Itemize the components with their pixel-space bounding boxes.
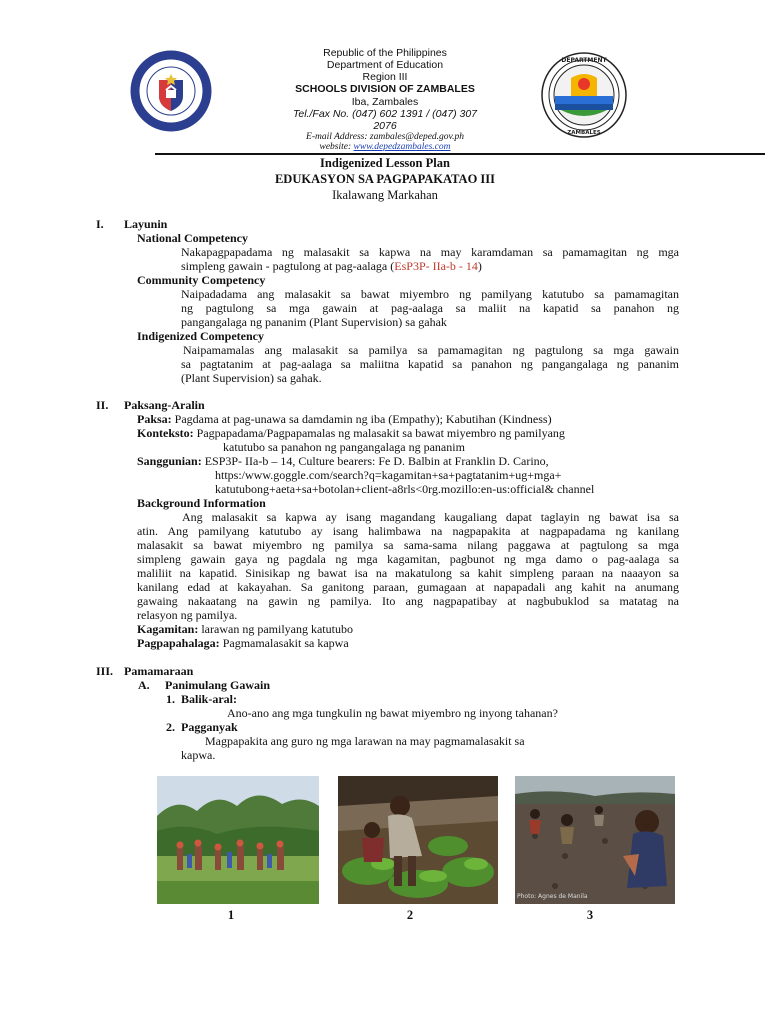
header-website-line: [0, 142, 770, 152]
competency-code: EsP3P- IIa-b - 14: [394, 259, 478, 273]
header-division: SCHOOLS DIVISION OF ZAMBALES: [295, 83, 475, 95]
header-email: E-mail Address: zambales@deped.gov.ph: [306, 132, 464, 142]
indigenized-competency-line3: (Plant Supervision) sa gahak.: [181, 371, 322, 385]
header-city: Iba, Zambales: [351, 96, 419, 108]
sanggunian-url-line2: katutubong+aeta+sa+botolan+client-a8rls<0rg.mozillo:en-us:official& channel: [215, 482, 595, 496]
nc-close: ): [477, 259, 482, 273]
konteksto-label: Konteksto:: [137, 426, 194, 440]
svg-text:DEPARTMENT: DEPARTMENT: [561, 57, 607, 64]
nc-text: simpleng gawain - pagtulong at pag-aalaga (: [181, 259, 395, 273]
paksa-text: Pagdama at pag-unawa sa damdamin ng iba (Empathy); Kabutihan (Kindness): [171, 412, 552, 426]
sanggunian-url-line1: https:/www.goggle.com/search?q=kagamitan+sa+pagtatanim+ug+mga+: [215, 468, 562, 482]
background-line2: atin. Ang pamilyang katutubo ay isang halimbawa na nagpapakita at nagpapadama ng kanilang: [137, 524, 679, 538]
background-line6: kanilang edad at kakayahan. Sa ganitong paraan, gumagaan at napapadali ang kahit na anumang: [137, 580, 679, 594]
header-republic: Republic of the Philippines: [323, 47, 447, 59]
national-competency-line2: [181, 259, 482, 273]
header-region: Region III: [362, 71, 408, 83]
background-info-label: Background Information: [137, 496, 266, 510]
background-line4: simpleng gawain gaya ng pagdala ng mga kagamitan, pagbunot ng mga damo o pag-aalaga sa: [137, 552, 679, 566]
kagamitan-label: Kagamitan:: [137, 622, 199, 636]
deped-seal-right: [541, 52, 627, 138]
header-telfax-cont: 2076: [373, 120, 397, 132]
item1-text: Ano-ano ang mga tungkulin ng bawat miyembro ng inyong tahanan?: [227, 706, 558, 720]
photo-child-gardening: [338, 776, 498, 904]
community-competency-label: Community Competency: [137, 273, 266, 287]
konteksto-text: Pagpapadama/Pagpapamalas ng malasakit sa bawat miyembro ng pamilyang: [193, 426, 565, 440]
paksa-line: [137, 412, 552, 426]
pagpapahalaga-line: [137, 636, 349, 650]
title-lesson-plan: Indigenized Lesson Plan: [320, 156, 450, 170]
indigenized-competency-label: Indigenized Competency: [137, 329, 264, 343]
item2-text-line1: Magpapakita ang guro ng mga larawan na may pagmamalasakit sa: [205, 734, 525, 748]
paksa-label: Paksa:: [137, 412, 172, 426]
background-line1: Ang malasakit sa kapwa ay isang magandang kaugaliang dapat taglayin ng bawat isa sa: [182, 510, 679, 524]
s3-number: III.: [96, 664, 114, 678]
item2-number: 2.: [166, 720, 175, 734]
s2-heading: Paksang-Aralin: [124, 398, 205, 412]
konteksto-line: [137, 426, 565, 440]
photo-caption-1: 1: [227, 908, 235, 922]
s3-heading: Pamamaraan: [124, 664, 194, 678]
s3a-heading: Panimulang Gawain: [165, 678, 271, 692]
pagpapahalaga-text: Pagmamalasakit sa kapwa: [219, 636, 349, 650]
national-competency-label: National Competency: [137, 231, 248, 245]
header-divider: [155, 153, 765, 155]
background-line8: relasyon ng pamilya.: [137, 608, 238, 622]
item2-label: Pagganyak: [181, 720, 238, 734]
kagamitan-line: [137, 622, 353, 636]
background-line7: gawaing nakaatang na gawin ng pamilya. Ito ang nagpapatibay at nagbubuklod sa matatag na: [137, 594, 679, 608]
header-department: Department of Education: [326, 59, 444, 71]
svg-text:ZAMBALES: ZAMBALES: [567, 130, 601, 136]
title-subject: EDUKASYON SA PAGPAPAKATAO III: [274, 172, 496, 186]
community-competency-line2: ng pagtulong sa mga gawain at pag-aalaga sa maliit na kapatid sa panahon ng: [181, 301, 679, 315]
s1-heading: Layunin: [124, 217, 168, 231]
item1-number: 1.: [166, 692, 175, 706]
s3a-number: A.: [138, 678, 150, 692]
kagamitan-text: larawan ng pamilyang katutubo: [198, 622, 353, 636]
national-competency-line1: Nakapagpapadama ng malasakit sa kapwa na may karamdaman sa pamamagitan ng mga: [181, 245, 679, 259]
item1-label: Balik-aral:: [181, 692, 237, 706]
header-website-label: website:: [319, 142, 354, 152]
photo-caption-2: 2: [406, 908, 414, 922]
item2-text-line2: kapwa.: [181, 748, 216, 762]
community-competency-line1: Naipadadama ang malasakit sa bawat miyembro ng pamilyang katutubo sa pamamagitan: [181, 287, 679, 301]
s1-number: I.: [96, 217, 104, 231]
pagpapahalaga-label: Pagpapahalaga:: [137, 636, 220, 650]
s2-number: II.: [96, 398, 109, 412]
community-competency-line3: pangangalaga ng pananim (Plant Supervision) sa gahak: [181, 315, 447, 329]
photo3-watermark: Photo: Agnes de Manila: [517, 893, 588, 900]
header-website-link[interactable]: www.depedzambales.com: [353, 142, 451, 152]
background-line3: malasakit sa bawat miyembro ng pamilya sa sama-sama nilang paggawa at pagtulong sa mga: [137, 538, 679, 552]
indigenized-competency-line2: sa pagtatanim at pag-aalaga sa maliitna kapatid sa panahon ng pangangalaga ng pananim: [181, 357, 679, 371]
sanggunian-text: ESP3P- IIa-b – 14, Culture bearers: Fe D. Balbin at Franklin D. Carino,: [201, 454, 549, 468]
photo-children-field: [515, 776, 675, 904]
sanggunian-label: Sanggunian:: [137, 454, 202, 468]
konteksto-line2: katutubo sa panahon ng pangangalaga ng pananim: [223, 440, 465, 454]
photo-caption-3: 3: [586, 908, 594, 922]
sanggunian-line: [137, 454, 549, 468]
header-telfax: Tel./Fax No. (047) 602 1391 / (047) 307: [292, 108, 478, 120]
photo-family-planting: [157, 776, 319, 904]
title-quarter: Ikalawang Markahan: [332, 188, 438, 202]
background-line5: maliliit na kapatid. Sinisikap ng bawat isa na makatulong sa kahit simpleng paraan na naaayon sa: [137, 566, 679, 580]
indigenized-competency-line1: Naipamamalas ang malasakit sa pamilya sa pamamagitan ng pagtulong sa mga gawain: [183, 343, 679, 357]
